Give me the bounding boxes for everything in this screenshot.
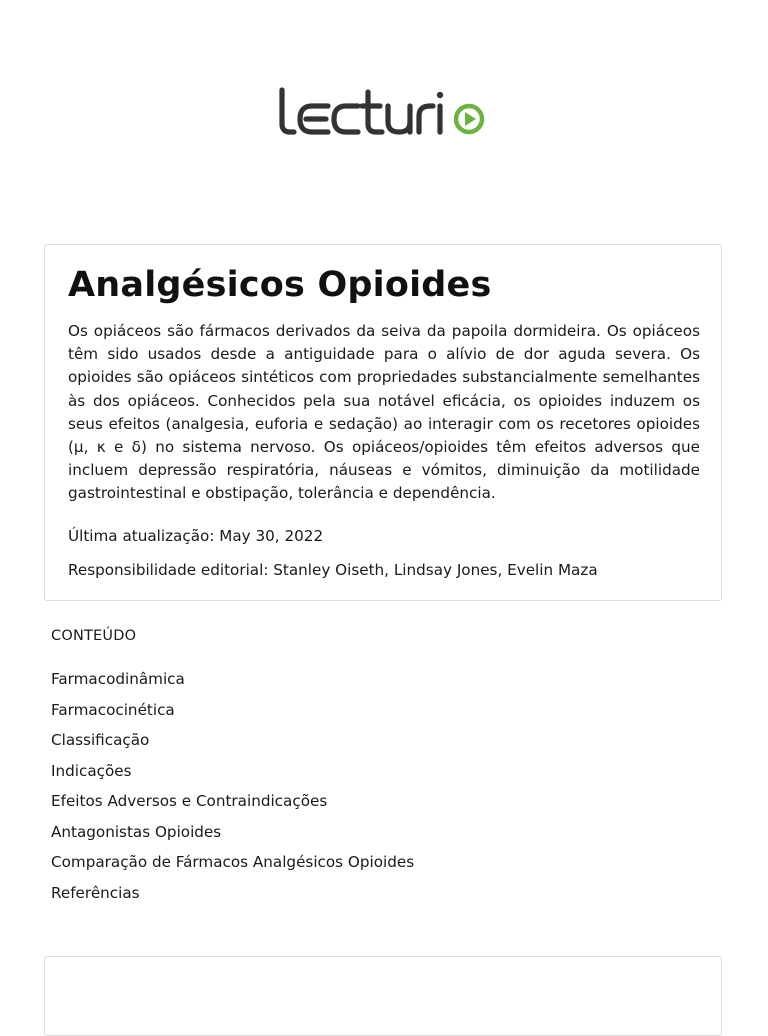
toc-heading: CONTEÚDO bbox=[51, 628, 137, 644]
article-header-card bbox=[44, 244, 722, 601]
last-updated: Última atualização: May 30, 2022 bbox=[68, 527, 324, 545]
toc-item-comparacao[interactable]: Comparação de Fármacos Analgésicos Opioides bbox=[51, 853, 415, 871]
lecturio-logo bbox=[278, 86, 490, 138]
toc-item-antagonistas[interactable]: Antagonistas Opioides bbox=[51, 822, 222, 841]
page-title: Analgésicos Opioides bbox=[68, 265, 492, 305]
article-summary: Os opiáceos são fármacos derivados da seiva da papoila dormideira. Os opiáceos têm sido usados desde a antiguidade para o alívio de dor aguda severa. Os opioides são opiáceos sintéticos com propriedades substancialmente semelhantes às dos opiáceos. Conhecidos pela sua notável eficácia, os opioides induzem os seus efeitos (analgesia, euforia e sedação) ao interagir com os recetores opioides (μ, κ e δ) no sistema nervoso. Os opiáceos/opioides têm efeitos adversos que incluem depressão respiratória, náuseas e vómitos, diminuição da motilidade gastrointestinal e obstipação, tolerância e dependência. bbox=[68, 322, 700, 503]
toc-item-classificacao[interactable]: Classificação bbox=[51, 731, 150, 749]
next-section-card bbox=[44, 956, 722, 1036]
toc-item-farmacocinetica[interactable]: Farmacocinética bbox=[51, 700, 175, 719]
editorial-responsibility: Responsibilidade editorial: Stanley Oiseth, Lindsay Jones, Evelin Maza bbox=[68, 561, 598, 579]
table-of-contents bbox=[51, 668, 414, 912]
toc-item-referencias[interactable]: Referências bbox=[51, 883, 140, 902]
toc-item-farmacodinamica[interactable]: Farmacodinâmica bbox=[51, 670, 185, 688]
toc-item-efeitos-adversos[interactable]: Efeitos Adversos e Contraindicações bbox=[51, 792, 328, 810]
toc-item-indicacoes[interactable]: Indicações bbox=[51, 761, 132, 780]
